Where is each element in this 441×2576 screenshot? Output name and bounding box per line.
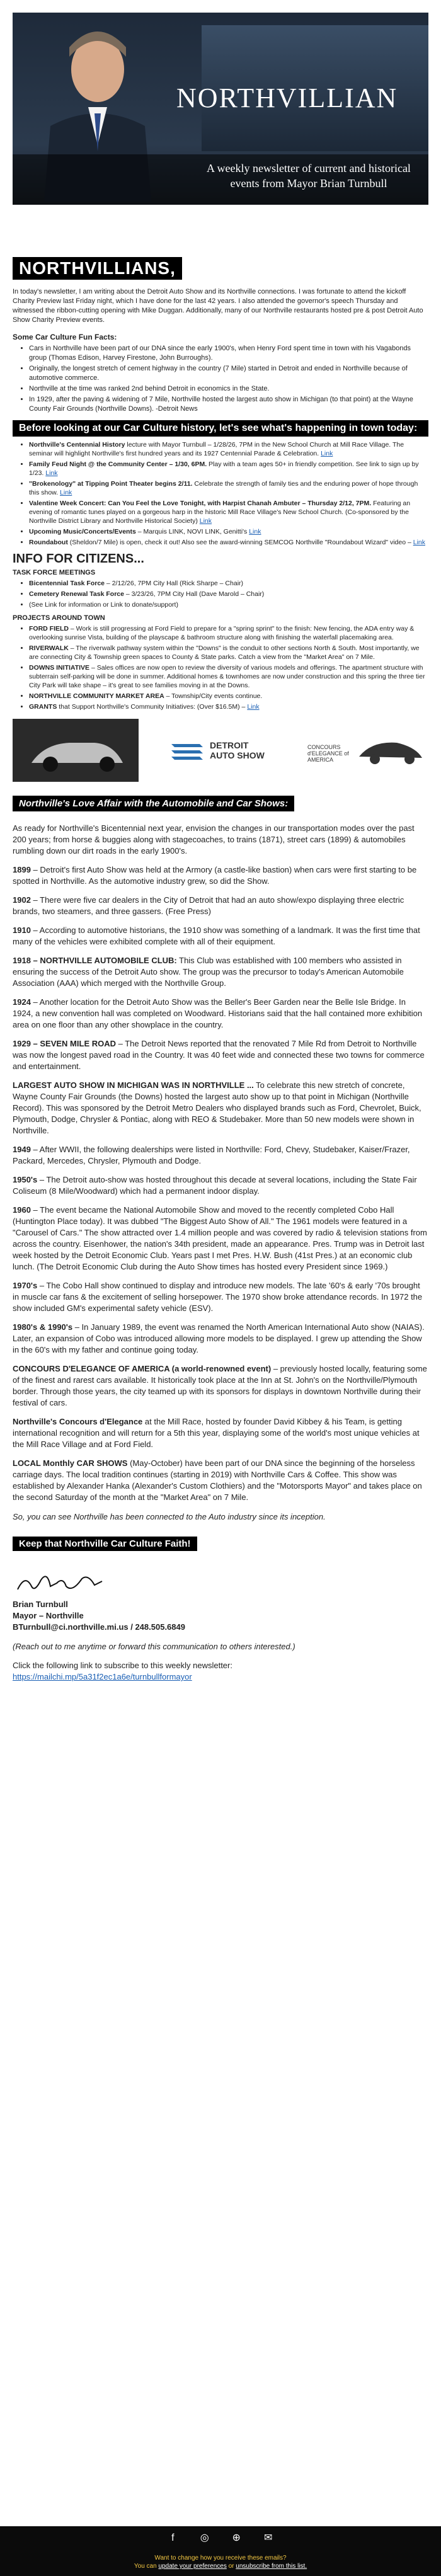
projects-title: PROJECTS AROUND TOWN bbox=[13, 614, 105, 622]
logos-row bbox=[13, 719, 428, 782]
footer-prefix: You can bbox=[134, 2563, 159, 2570]
events-banner: Before looking at our Car Culture history, let's see what's happening in town today: bbox=[13, 420, 428, 437]
project-label: FORD FIELD bbox=[29, 625, 69, 633]
body-year: 1949 bbox=[13, 1145, 31, 1154]
events-list bbox=[13, 440, 428, 547]
fun-fact: • Northville at the time was ranked 2nd behind Detroit in economics in the State. bbox=[29, 384, 428, 394]
project-text: – Township/City events continue. bbox=[164, 692, 263, 700]
hero-tagline: A weekly newsletter of current and historical events from Mayor Brian Turnbull bbox=[207, 162, 411, 190]
body-paragraph bbox=[13, 1458, 428, 1503]
fun-facts-list bbox=[13, 344, 428, 414]
body-paragraph bbox=[13, 1038, 428, 1072]
event-text: – Marquis LINK, NOVI LINK, Genitti's bbox=[135, 528, 248, 535]
event-item bbox=[29, 538, 428, 547]
body-paragraph bbox=[13, 997, 428, 1031]
body-text: – The Detroit auto-show was hosted throughout this decade at several locations, including the State Fair Coliseum (8 Mile/Woodward) which had a permanent indoor display. bbox=[13, 1175, 417, 1196]
body-paragraph bbox=[13, 1322, 428, 1356]
body-year: 1918 – NORTHVILLE AUTOMOBILE CLUB: bbox=[13, 956, 177, 965]
unsubscribe-link[interactable]: unsubscribe from this list. bbox=[236, 2563, 307, 2570]
project-text: that Support Northville's Community Initiatives: (Over $16.5M) – bbox=[57, 703, 246, 711]
event-text: lecture with Mayor Turnbull – 1/28/26, 7PM in the New School Church at Mill Race Village. The seminar will highlight Northville's first hundred years and its 1927 Centennial Parade & Celebration. bbox=[29, 441, 404, 457]
body-paragraph bbox=[13, 955, 428, 989]
body-text: (May-October) have been part of our DNA since the beginning of the horseless carriage days. The local tradition continues (starting in 2019) with Northville Cars & Coffee. This show was established by Alexander Hanka (Alexander's Custom Clothiers) and the "Motorsports Mayor" and takes place on the second Saturday of the month at the "Market Area" on 7 Mile. bbox=[13, 1458, 422, 1502]
subscribe-link[interactable]: https://mailchi.mp/5a31f2ec1a6e/turnbullformayor bbox=[13, 1672, 192, 1681]
event-link[interactable]: Link bbox=[45, 469, 58, 477]
body-paragraph bbox=[13, 1416, 428, 1450]
footer bbox=[0, 2526, 441, 2576]
body-text: – Detroit's first Auto Show was held at the Armory (a castle-like bastion) when cars were first starting to be spotted in Northville. As the automotive industry grew, so did the Show. bbox=[13, 865, 417, 886]
body-text: at the Mill Race, hosted by founder David Kibbey & his Team, is getting international recognition and will return for a 5th this year, displaying some of the world's most unique vehicles at the Mill Race Village and at Ford Field. bbox=[13, 1417, 420, 1449]
task-force-label: Bicentennial Task Force bbox=[29, 580, 105, 587]
signature-contact[interactable]: BTurnbull@ci.northville.mi.us / 248.505.6849 bbox=[13, 1622, 185, 1632]
event-label: Roundabout bbox=[29, 539, 68, 546]
task-force-text: – 3/23/26, 7PM City Hall (Dave Marold – Chair) bbox=[123, 590, 265, 598]
project-label: GRANTS bbox=[29, 703, 57, 711]
website-icon[interactable]: ⊕ bbox=[232, 2533, 241, 2543]
detroit-auto-show-logo bbox=[158, 719, 284, 782]
body-text: To celebrate this new stretch of concrete, Wayne County Fair Grounds (the Downs) hosted the largest auto show up to that point in Michigan (Northville Record). This was sponsored by the Detroit Metro Dealers who displayed brands such as Ford, Chevrolet, Buick, Plymouth, Dodge, Chrysler & Pontiac, along with REO & Studebaker. More than 50 new models were shown in Northville. bbox=[13, 1080, 421, 1135]
das-mark-icon bbox=[168, 738, 206, 763]
body-text: This Club was established with 100 members who assisted in ensuring the success of the Detroit Auto show. The group was the precursor to today's American Automobile Association (AAA) which merged with the Northville Group. bbox=[13, 956, 404, 988]
hero-bottom-strip bbox=[13, 205, 428, 252]
body-paragraph bbox=[13, 1144, 428, 1167]
body-paragraph: As ready for Northville's Bicentennial next year, envision the changes in our transportation modes over the past 200 years; from horse & buggies along with stagecoaches, to trains (1871), street cars (1899) & automobiles rumbling down our dirt roads in the early 1900's. bbox=[13, 823, 415, 856]
project-item bbox=[29, 663, 428, 690]
body-paragraph bbox=[13, 1080, 428, 1136]
reach-out-note: (Reach out to me anytime or forward this communication to others interested.) bbox=[13, 1642, 295, 1651]
body-year: CONCOURS D'ELEGANCE OF AMERICA (a world-renowned event) bbox=[13, 1364, 272, 1373]
email-icon[interactable]: ✉ bbox=[263, 2533, 273, 2543]
fun-fact: • In 1929, after the paving & widening of 7 Mile, Northville hosted the largest auto show in Michigan (to that point) at the Wayne County Fair Grounds (Northville Downs). -Detroit News bbox=[29, 395, 428, 414]
body-year: 1910 bbox=[13, 925, 31, 935]
body-text: – According to automotive historians, the 1910 show was something of a landmark. It was the first time that many of the vehicles were exhibited complete with all of their equipment. bbox=[13, 925, 420, 946]
body-text: – The Cobo Hall show continued to display and introduce new models. The late '60's & early '70s brought in muscle car fans & the excitement of selling horsepower. The 1970 show broke attendance records. In 1972 the show included GM's experimental safety vehicle (ESV). bbox=[13, 1281, 423, 1313]
body-paragraph bbox=[13, 1174, 428, 1197]
body-year: 1902 bbox=[13, 895, 31, 905]
event-item bbox=[29, 527, 428, 536]
project-item bbox=[29, 644, 428, 661]
project-item bbox=[29, 702, 428, 711]
event-link[interactable]: Link bbox=[199, 517, 212, 525]
update-preferences-link[interactable]: update your preferences bbox=[158, 2563, 227, 2570]
signature-name: Brian Turnbull bbox=[13, 1600, 68, 1609]
task-forces-list bbox=[13, 579, 428, 609]
body-year: 1899 bbox=[13, 865, 31, 874]
event-item bbox=[29, 479, 428, 497]
concours-logo-text: CONCOURS d'ELEGANCE of AMERICA bbox=[307, 744, 349, 763]
body-paragraph bbox=[13, 895, 428, 917]
task-force-item bbox=[29, 579, 428, 588]
task-force-item bbox=[29, 590, 428, 598]
body-paragraph bbox=[13, 1205, 428, 1273]
car-icon bbox=[13, 719, 139, 782]
body-text: – The event became the National Automobile Show and moved to the recently completed Cobo Hall (Huntington Place today). It was dubbed "The Biggest Auto Show of All." The 1961 models were featured in a "Carousel of Cars." The show attracted over 1.4 million people and was covered by radio & television stations from across the country. Eisenhower, the nation's 34th president, made an appearance. Pres. Trump was in Detroit last week hosted by the Detroit Economic Club. Years past I met Pres. H.W. Bush (41st Pres.) at an economic club lunch. (The Detroit Economic Club during the Auto Show times has hosted every President since 1969.) bbox=[13, 1205, 427, 1271]
body-year: 1980's & 1990's bbox=[13, 1322, 73, 1332]
hero-banner bbox=[13, 13, 428, 252]
body-paragraph bbox=[13, 864, 428, 887]
event-link[interactable]: Link bbox=[413, 539, 425, 546]
newsletter bbox=[0, 13, 441, 2570]
project-text: – Sales offices are now open to review the diversity of various models and offerings. The apartment structure with subterrain self-parking will be done in summer. Additional homes & townhomes are now under construction and this spring the three tier City Park will take shape – it's great to see families moving in at the Downs. bbox=[29, 664, 425, 689]
event-link[interactable]: Link bbox=[60, 489, 72, 496]
body-year: 1970's bbox=[13, 1281, 38, 1290]
das-logo-text: DETROIT AUTO SHOW bbox=[210, 740, 265, 760]
body-year: Northville's Concours d'Elegance bbox=[13, 1417, 143, 1426]
event-item bbox=[29, 460, 428, 478]
intro-paragraph: In today's newsletter, I am writing about the Detroit Auto Show and its Northville connections. I was fortunate to attend the kickoff Charity Preview last Friday night, which I have done for the last 42 years. I also attended the governor's speech Thursday and witnessed the ribbon-cutting opening with Mike Duggan. Additionally, many of our Northville restaurants hosted pre & post Detroit Auto Show Charity Preview events. bbox=[13, 288, 423, 324]
event-label: Upcoming Music/Concerts/Events bbox=[29, 528, 136, 535]
body-year: 1950's bbox=[13, 1175, 38, 1184]
project-label: RIVERWALK bbox=[29, 644, 69, 652]
concours-logo bbox=[302, 719, 428, 782]
body-text: – Another location for the Detroit Auto Show was the Beller's Beer Garden near the Belle Isle Bridge. In 1924, a new convention hall was completed on Woodward. Historians said that the hall contained more exhibition area on one floor than any other showplace in the country. bbox=[13, 997, 423, 1029]
event-label: Valentine Week Concert: Can You Feel the Love Tonight, with Harpist Chanah Ambuter – Thursday 2/12, 7PM. bbox=[29, 500, 372, 507]
closing-italic: So, you can see Northville has been connected to the Auto industry since its inception. bbox=[13, 1512, 326, 1521]
signature-block bbox=[13, 1567, 428, 1633]
signature-image bbox=[13, 1567, 107, 1599]
subscribe-block bbox=[13, 1660, 428, 1683]
signature-role: Mayor – Northville bbox=[13, 1611, 84, 1620]
event-label: Northville's Centennial History bbox=[29, 441, 125, 449]
footer-line-2 bbox=[0, 2563, 441, 2570]
project-text: – Work is still progressing at Ford Field to prepare for a "spring sprint" to the finish: New fencing, the ADA entry way & overlooking sunrise Vista, building of the playscape & bathroom structure along with finishing the waterfall placemaking area. bbox=[29, 625, 415, 641]
classic-car-photo bbox=[13, 719, 139, 782]
body-year: 1924 bbox=[13, 997, 31, 1007]
body-text: – In January 1989, the event was renamed the North American International Auto show (NAIAS). Later, an expansion of Cobo was introduced allowing more models to be displayed. I grew up attending the Show in the 60's with my father and continue going today. bbox=[13, 1322, 425, 1354]
instagram-icon[interactable]: ◎ bbox=[200, 2533, 209, 2543]
event-text: Play with a team ages 50+ in friendly competition. See link to sign up by 1/23. bbox=[29, 461, 419, 477]
body-year: 1960 bbox=[13, 1205, 31, 1215]
body-year: LOCAL Monthly CAR SHOWS bbox=[13, 1458, 128, 1468]
info-title: INFO FOR CITIZENS... bbox=[13, 552, 144, 566]
task-force-text: – 2/12/26, 7PM City Hall (Rick Sharpe – Chair) bbox=[105, 580, 244, 587]
project-item bbox=[29, 692, 428, 701]
projects-list bbox=[13, 624, 428, 711]
headline: NORTHVILLIANS, bbox=[13, 257, 182, 280]
event-text: Celebrate the strength of family ties and the enduring power of hope through this show. bbox=[29, 480, 418, 496]
event-link[interactable]: Link bbox=[249, 528, 261, 535]
body-text: – After WWII, the following dealerships were listed in Northville: Ford, Chevy, Studebaker, Kaiser/Frazer, Packard, Mercedes, Chrysler, Plymouth and Dodge. bbox=[13, 1145, 410, 1165]
task-force-label: Cemetery Renewal Task Force bbox=[29, 590, 124, 598]
body-text: – previously hosted locally, featuring some of the finest and rarest cars available. It historically took place at the Inn at St. John's on the Northville/Plymouth border. Through those years, the city teamed up with its sponsors for displays in downtown Northville during their festival of cars. bbox=[13, 1364, 427, 1407]
project-label: NORTHVILLE COMMUNITY MARKET AREA bbox=[29, 692, 164, 700]
task-force-note[interactable]: • (See Link for information or Link to donate/support) bbox=[29, 600, 428, 609]
body-paragraph bbox=[13, 1280, 428, 1314]
keep-faith-banner: Keep that Northville Car Culture Faith! bbox=[13, 1537, 197, 1551]
grants-link[interactable]: Link bbox=[247, 703, 260, 711]
project-item bbox=[29, 624, 428, 642]
love-banner: Northville's Love Affair with the Automobile and Car Shows: bbox=[13, 796, 294, 811]
project-label: DOWNS INITIATIVE bbox=[29, 664, 90, 672]
facebook-icon[interactable]: f bbox=[171, 2533, 175, 2543]
social-icons bbox=[0, 2531, 441, 2545]
main-content bbox=[13, 252, 428, 1683]
project-text: – The riverwalk pathway system within the "Downs" is the conduit to other sections North & South. Most importantly, we are connecting City & Township green spaces to County & State parks. Catch a view from the "Market Area" on 7 Mile. bbox=[29, 644, 420, 661]
body-year: 1929 – SEVEN MILE ROAD bbox=[13, 1039, 116, 1048]
body-paragraph bbox=[13, 1363, 428, 1409]
body-text: – The Detroit News reported that the renovated 7 Mile Rd from Detroit to Northville was now the longest paved road in the Country. It was 40 feet wide and connected these two towns for commerce and entertainment. bbox=[13, 1039, 425, 1071]
subscribe-text: Click the following link to subscribe to this weekly newsletter: bbox=[13, 1661, 232, 1670]
hero-title: NORTHVILLIAN bbox=[176, 83, 398, 113]
event-item bbox=[29, 499, 428, 525]
body-text: – There were five car dealers in the City of Detroit that had an auto show/expo displaying three electric brands, two steamers, and three gassers. (Free Press) bbox=[13, 895, 404, 916]
event-text: (Sheldon/7 Mile) is open, check it out! Also see the award-winning SEMCOG Northville "Roundabout Wizard" video – bbox=[67, 539, 411, 546]
event-label: Family Feud Night @ the Community Center – 1/30, 6PM. bbox=[29, 461, 207, 468]
fun-fact: • Originally, the longest stretch of cement highway in the country (7 Mile) started in Detroit and ended in Northville because of automotive commerce. bbox=[29, 364, 428, 383]
fun-fact: • Cars in Northville have been part of our DNA since the early 1900's, when Henry Ford spent time in town with his Vagabonds group (Thomas Edison, Harvey Firestone, John Burroughs). bbox=[29, 344, 428, 363]
task-forces-title: TASK FORCE MEETINGS bbox=[13, 569, 96, 576]
body-paragraph bbox=[13, 925, 428, 947]
fun-facts-title: Some Car Culture Fun Facts: bbox=[13, 333, 117, 341]
event-text: Featuring an evening of romantic tunes played on a gorgeous harp in the historic Mill Race Village's New School Church. (Co-sponsored by the Northville District Library and Northville Historical Society) bbox=[29, 500, 411, 525]
event-item bbox=[29, 440, 428, 458]
event-label: "Brokenology" at Tipping Point Theater begins 2/11. bbox=[29, 480, 193, 488]
footer-line-1: Want to change how you receive these emails? bbox=[154, 2555, 287, 2562]
event-link[interactable]: Link bbox=[321, 450, 333, 457]
body-year: LARGEST AUTO SHOW IN MICHIGAN WAS IN NORTHVILLE ... bbox=[13, 1080, 254, 1090]
footer-mid: or bbox=[226, 2563, 236, 2570]
